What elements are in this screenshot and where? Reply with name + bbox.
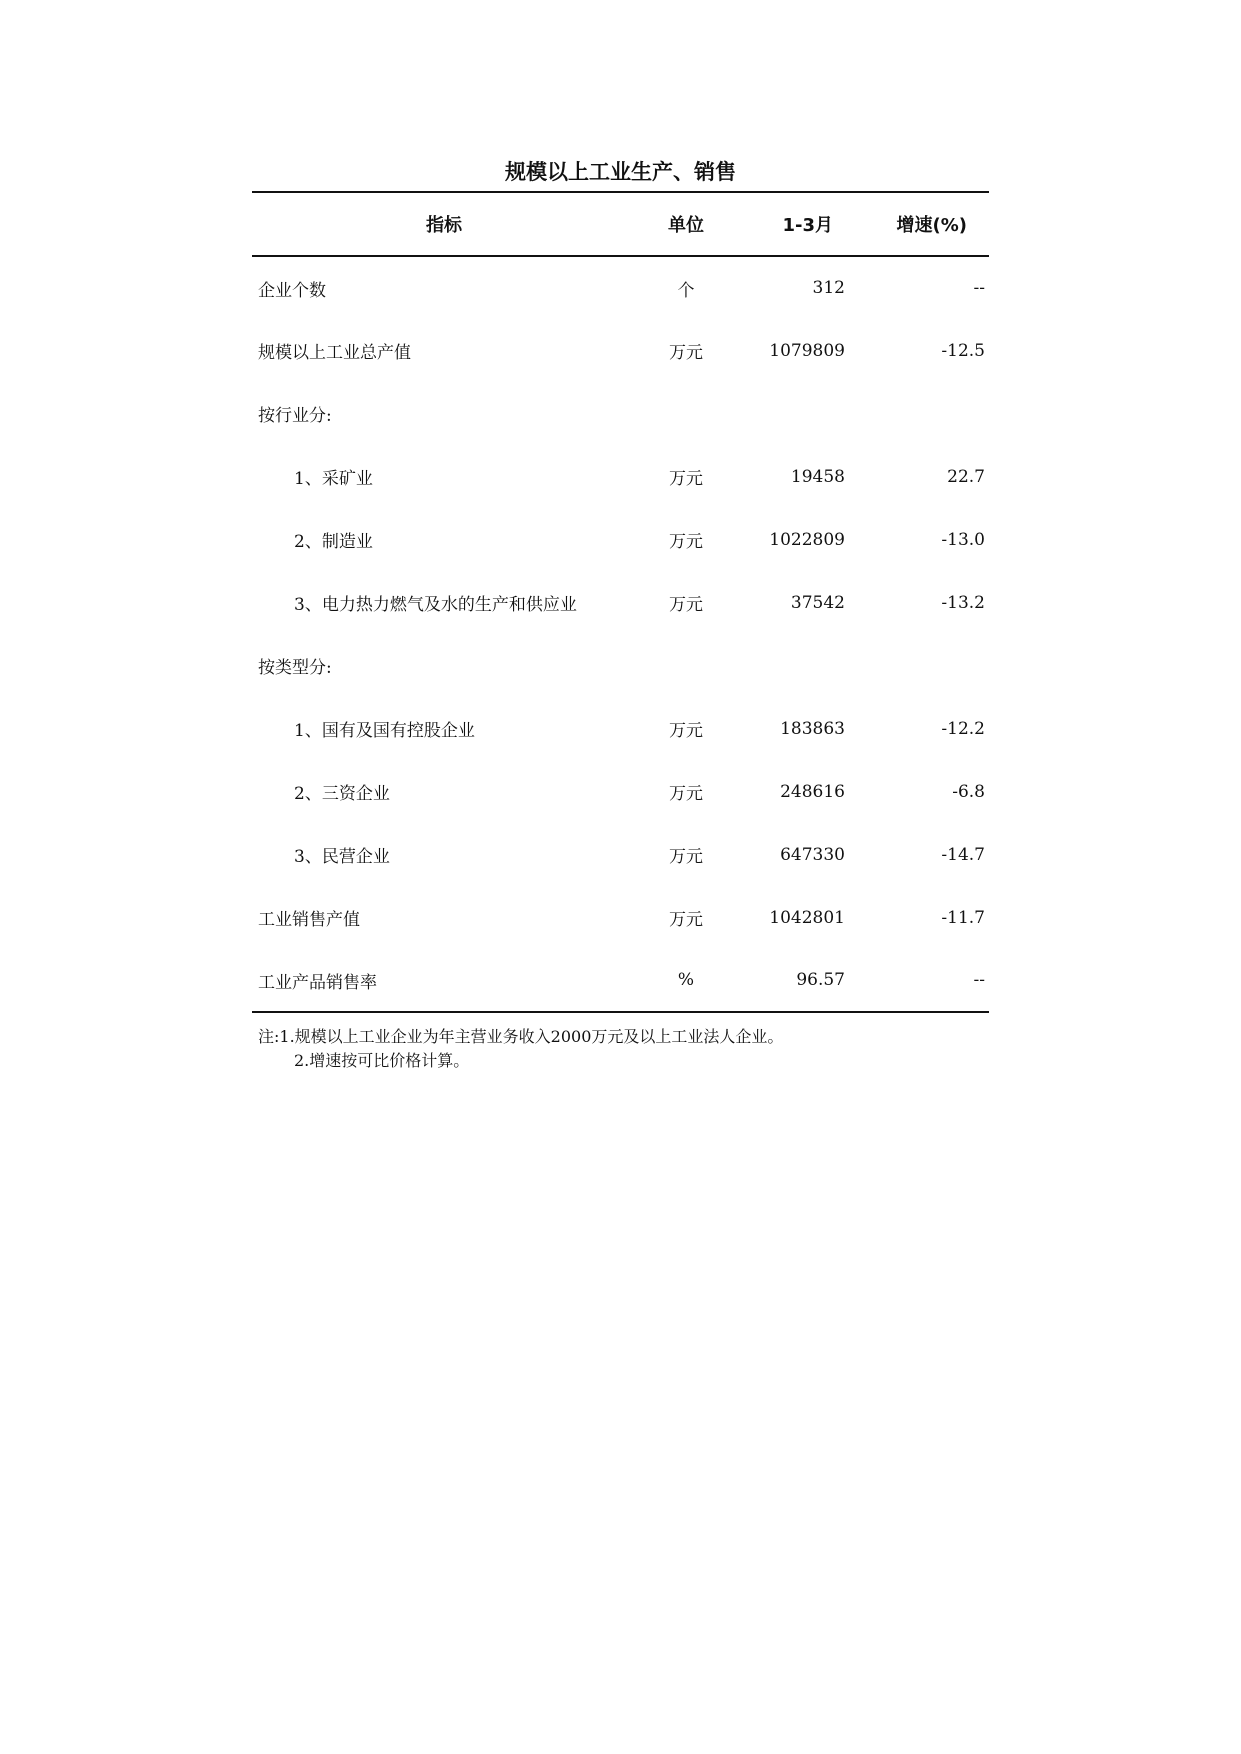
unit-cell: 万元 [669,721,703,741]
table-row [252,508,989,571]
indicator-cell: 规模以上工业总产值 [258,343,411,363]
indicator-cell: 工业产品销售率 [252,949,636,1012]
indicator-cell: 3、电力热力燃气及水的生产和供应业 [294,595,577,615]
indicator-cell: 1、采矿业 [294,469,373,489]
header-growth-rate: 增速(%) [869,192,989,256]
table-row [252,949,989,1012]
growth-cell [869,634,989,697]
unit-cell: 万元 [669,532,703,552]
table-row [252,634,989,697]
growth-cell: 22.7 [947,466,985,487]
unit-cell: 个 [677,280,695,301]
growth-cell: -- [973,278,985,298]
table-row [252,886,989,949]
value-cell [736,634,869,697]
table-row [252,760,989,823]
growth-cell: -6.8 [952,781,985,802]
note-line: 注:1.规模以上工业企业为年主营业务收入2000万元及以上工业法人企业。 [258,1027,784,1046]
table-row [252,571,989,634]
table-row [252,823,989,886]
indicator-cell: 按行业分: [258,406,332,426]
unit-cell: 万元 [669,784,703,804]
table-row [252,256,989,319]
value-cell: 96.57 [736,949,869,1012]
unit-cell: 万元 [669,343,703,363]
indicator-cell: 2、三资企业 [294,784,390,804]
value-cell: 37542 [790,592,845,613]
table-body [252,256,989,1012]
header-unit: 单位 [636,192,736,256]
growth-cell: -- [869,949,989,1012]
table-row [252,445,989,508]
growth-cell: -12.2 [941,718,985,739]
table-row [252,382,989,445]
unit-cell: 万元 [669,910,703,930]
indicator-cell: 3、民营企业 [294,847,390,867]
document-title: 规模以上工业生产、销售 [505,160,736,184]
growth-cell [869,382,989,445]
value-cell: 248616 [780,781,845,802]
value-cell: 1042801 [769,907,845,928]
value-cell: 1022809 [769,529,845,550]
unit-cell: 万元 [669,847,703,867]
note-line: 2.增速按可比价格计算。 [294,1051,470,1070]
unit-cell [636,634,736,697]
value-cell: 19458 [790,466,845,487]
unit-cell: 万元 [669,469,703,489]
table-notes [258,1025,783,1073]
indicator-cell: 2、制造业 [294,532,373,552]
growth-cell: -12.5 [941,340,985,361]
industrial-statistics-table [252,191,989,1013]
indicator-cell: 1、国有及国有控股企业 [294,721,475,741]
growth-cell: -13.0 [941,529,985,550]
growth-cell: -14.7 [941,844,985,865]
indicator-cell: 按类型分: [258,658,332,678]
growth-cell: -13.2 [941,592,985,613]
unit-cell: % [636,949,736,1012]
header-period-value: 1-3月 [736,192,869,256]
indicator-cell: 企业个数 [258,280,326,301]
table-row [252,319,989,382]
unit-cell [636,382,736,445]
unit-cell: 万元 [669,595,703,615]
value-cell: 647330 [780,844,845,865]
value-cell: 183863 [780,718,845,739]
growth-cell: -11.7 [941,907,985,928]
table-header-row [252,192,989,256]
value-cell [736,382,869,445]
value-cell: 1079809 [769,340,845,361]
indicator-cell: 工业销售产值 [258,910,360,930]
value-cell: 312 [812,278,845,298]
table-row [252,697,989,760]
header-indicator: 指标 [252,192,636,256]
